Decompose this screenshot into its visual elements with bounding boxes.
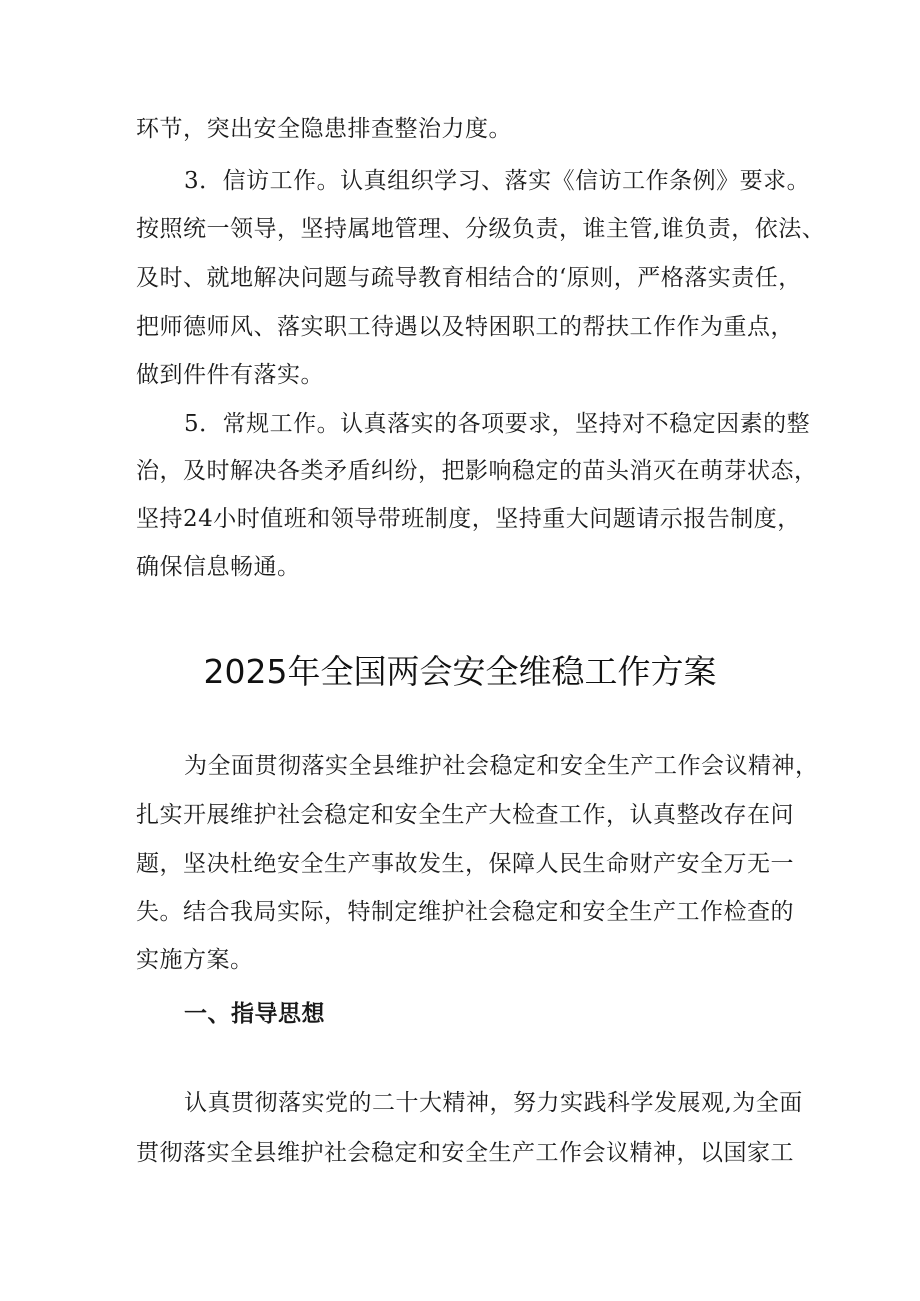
body-text-line: 及时、就地解决问题与疏导教育相结合的‘原则，严格落实责任，	[136, 265, 802, 291]
body-text-line: 3．信访工作。认真组织学习、落实《信访工作条例》要求。	[184, 168, 811, 194]
body-text-line: 按照统一领导，坚持属地管理、分级负责，谁主管,谁负责，依法、	[136, 216, 826, 242]
intro-text-line: 题，坚决杜绝安全生产事故发生，保障人民生命财产安全万无一	[136, 851, 794, 877]
body-text-line: 确保信息畅通。	[136, 554, 301, 580]
body-text-line: 环节，突出安全隐患排查整治力度。	[136, 116, 512, 142]
body-text-line: 把师德师风、落实职工待遇以及特困职工的帮扶工作作为重点，	[136, 314, 794, 340]
intro-text-line: 为全面贯彻落实全县维护社会稳定和安全生产工作会议精神，	[184, 753, 819, 779]
intro-text-line: 失。结合我局实际，特制定维护社会稳定和安全生产工作检查的	[136, 899, 794, 925]
body-text-line: 坚持24小时值班和领导带班制度，坚持重大问题请示报告制度，	[136, 506, 801, 532]
section-text-line: 认真贯彻落实党的二十大精神，努力实践科学发展观,为全面	[184, 1090, 803, 1116]
section-text-line: 贯彻落实全县维护社会稳定和安全生产工作会议精神，以国家工	[136, 1140, 794, 1166]
body-text-line: 治，及时解决各类矛盾纠纷，把影响稳定的苗头消灭在萌芽状态，	[136, 458, 818, 484]
body-text-line: 5．常规工作。认真落实的各项要求，坚持对不稳定因素的整	[184, 411, 811, 437]
intro-text-line: 实施方案。	[136, 947, 254, 973]
document-title: 2025年全国两会安全维稳工作方案	[203, 652, 717, 691]
body-text-line: 做到件件有落实。	[136, 362, 324, 388]
intro-text-line: 扎实开展维护社会稳定和安全生产大检查工作，认真整改存在问	[136, 802, 794, 828]
section-heading: 一、指导思想	[184, 1001, 325, 1027]
